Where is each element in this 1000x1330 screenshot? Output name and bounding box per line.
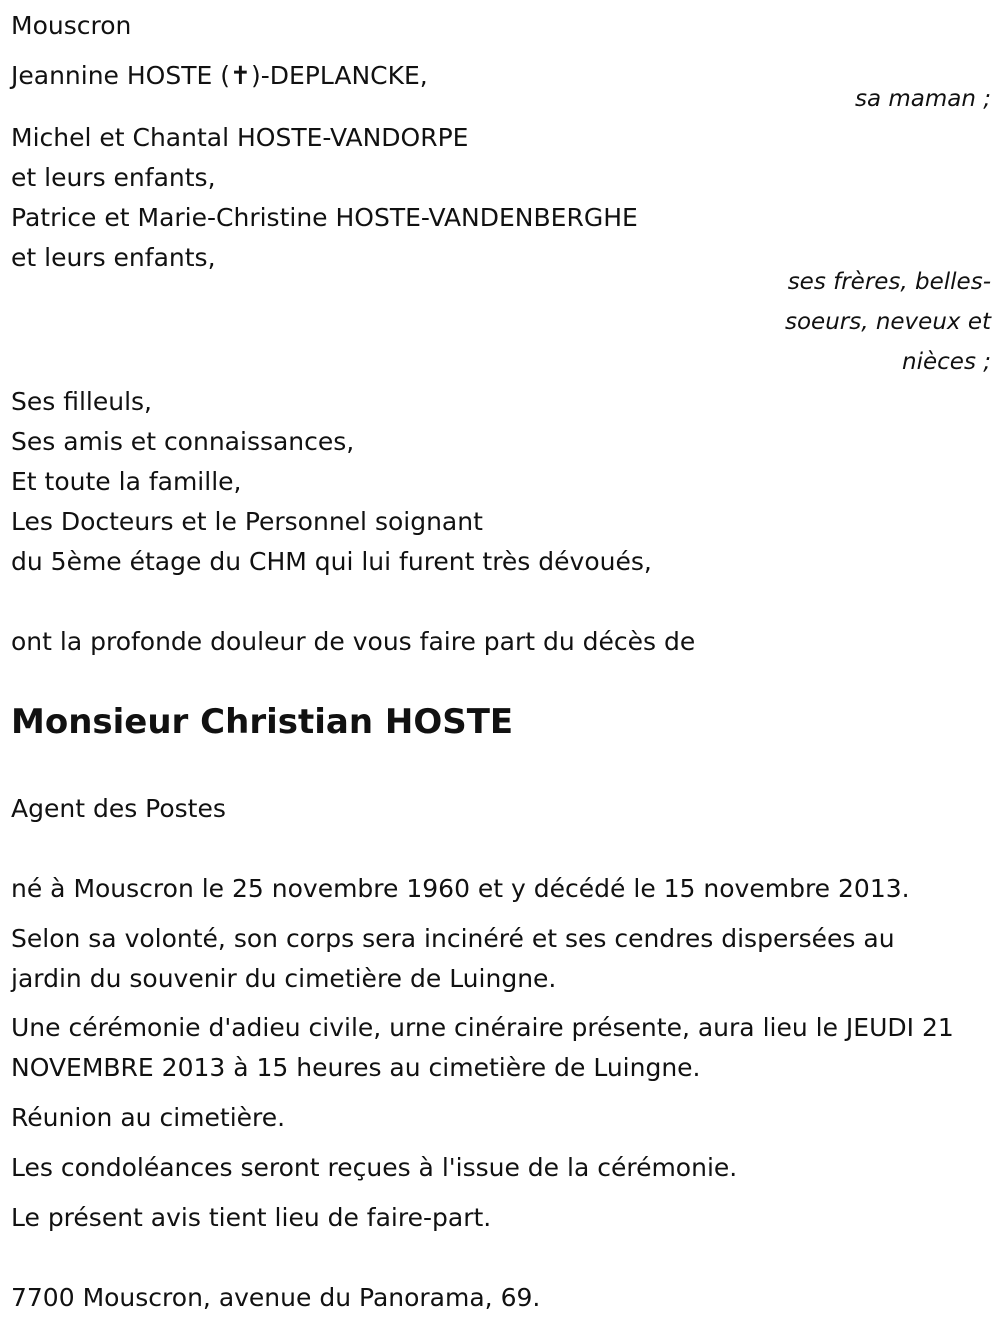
siblings-relation-line: nièces ;: [902, 349, 991, 375]
others-line: Les Docteurs et le Personnel soignant: [11, 507, 483, 536]
sibling-line: Patrice et Marie-Christine HOSTE-VANDENBERGHE: [11, 203, 638, 232]
profession: Agent des Postes: [11, 794, 226, 823]
sibling-line: et leurs enfants,: [11, 243, 216, 272]
others-list: [11, 382, 652, 582]
address: 7700 Mouscron, avenue du Panorama, 69.: [11, 1283, 541, 1312]
meeting-info: Réunion au cimetière.: [11, 1103, 286, 1132]
siblings-list: [11, 118, 638, 278]
siblings-relation: [731, 262, 991, 382]
place-heading: Mouscron: [11, 11, 132, 40]
condolences-info: Les condoléances seront reçues à l'issue de la cérémonie.: [11, 1153, 738, 1182]
others-line: Ses amis et connaissances,: [11, 427, 355, 456]
siblings-relation-line: ses frères, belles-: [787, 269, 991, 295]
birth-death-dates: né à Mouscron le 25 novembre 1960 et y décédé le 15 novembre 2013.: [11, 874, 910, 903]
notice-statement: Le présent avis tient lieu de faire-part.: [11, 1203, 492, 1232]
others-line: du 5ème étage du CHM qui lui furent très dévoués,: [11, 547, 652, 576]
cremation-info: Selon sa volonté, son corps sera incinéré et ses cendres dispersées au jardin du souvenir du cimetière de Luingne.: [11, 924, 895, 993]
others-line: Et toute la famille,: [11, 467, 242, 496]
sibling-line: et leurs enfants,: [11, 163, 216, 192]
announcement: ont la profonde douleur de vous faire part du décès de: [11, 627, 696, 656]
ceremony-info: Une cérémonie d'adieu civile, urne cinéraire présente, aura lieu le JEUDI 21 NOVEMBRE 2013 à 15 heures au cimetière de Luingne.: [11, 1013, 954, 1082]
deceased-name: Monsieur Christian HOSTE: [11, 702, 514, 742]
siblings-relation-line: soeurs, neveux et: [784, 309, 991, 335]
mother-relation: sa maman ;: [854, 86, 991, 112]
mother-name: Jeannine HOSTE (✝)-DEPLANCKE,: [11, 61, 428, 90]
sibling-line: Michel et Chantal HOSTE-VANDORPE: [11, 123, 469, 152]
others-line: Ses filleuls,: [11, 387, 153, 416]
